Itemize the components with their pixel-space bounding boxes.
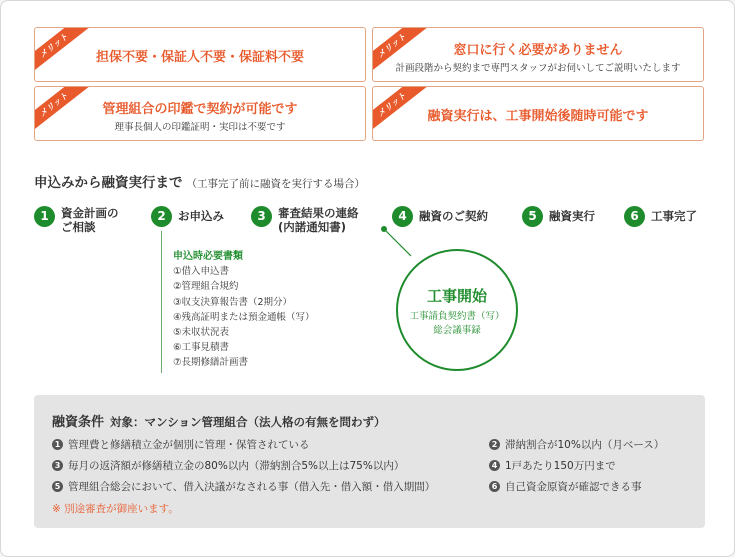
step-number: 6 xyxy=(624,206,645,227)
step-label: 融資実行 xyxy=(549,209,595,223)
step-label: 資金計画の ご相談 xyxy=(61,206,119,234)
step-3 xyxy=(251,206,359,234)
conditions-heading xyxy=(52,411,386,430)
merit-subtitle: 理事長個人の印鑑証明・実印は不要です xyxy=(114,122,286,133)
merit-ribbon: メリット xyxy=(372,86,428,135)
merit-ribbon: メリット xyxy=(34,86,90,135)
merit-card-seal xyxy=(34,86,366,141)
condition-item: 1 管理費と修繕積立金が個別に管理・保管されている xyxy=(52,437,310,452)
construction-start-circle xyxy=(396,249,518,371)
flow-heading xyxy=(34,171,365,191)
doc-item: ①借入申込書 xyxy=(173,266,230,278)
construction-start-title: 工事開始 xyxy=(426,287,487,305)
construction-start-doc: 工事請負契約書（写） xyxy=(409,311,505,322)
step-label: 審査結果の連絡 (内諾通知書) xyxy=(278,206,359,234)
merit-card-no-collateral xyxy=(34,27,366,82)
loan-conditions-panel xyxy=(34,395,705,528)
start-connector xyxy=(381,226,421,266)
merit-title: 管理組合の印鑑で契約が可能です xyxy=(102,102,298,117)
condition-item: 6 自己資金原資が確認できる事 xyxy=(489,479,642,494)
doc-item: ③収支決算報告書（2期分） xyxy=(173,296,293,308)
step-5 xyxy=(522,206,595,227)
flow-note: （工事完了前に融資を実行する場合） xyxy=(186,178,365,190)
step-6 xyxy=(624,206,697,227)
merit-ribbon: メリット xyxy=(34,27,90,76)
flow-title: 申込みから融資実行まで xyxy=(34,175,183,191)
docs-connector-line xyxy=(161,231,162,373)
condition-item: 2 滞納割合が10%以内（月ベース） xyxy=(489,437,664,452)
required-documents xyxy=(173,249,315,371)
condition-item: 4 1戸あたり150万円まで xyxy=(489,458,616,473)
merit-card-execution xyxy=(372,86,704,141)
merit-title: 担保不要・保証人不要・保証料不要 xyxy=(95,50,304,65)
condition-item: 5 管理組合総会において、借入決議がなされる事（借入先・借入額・借入期間） xyxy=(52,479,435,494)
merit-card-no-visit xyxy=(372,27,704,82)
conditions-title: 融資条件 xyxy=(52,415,105,430)
doc-item: ⑥工事見積書 xyxy=(173,342,230,354)
docs-title: 申込時必要書類 xyxy=(173,251,243,262)
step-number: 3 xyxy=(251,206,272,227)
step-label: お申込み xyxy=(178,209,224,223)
doc-item: ⑤未収状況表 xyxy=(173,327,230,339)
step-number: 5 xyxy=(522,206,543,227)
step-label: 工事完了 xyxy=(651,209,697,223)
step-4 xyxy=(392,206,488,227)
step-number: 1 xyxy=(34,206,55,227)
merit-title: 窓口に行く必要がありません xyxy=(453,43,623,58)
merit-subtitle: 計画段階から契約まで専門スタッフがお伺いしてご説明いたします xyxy=(395,63,681,74)
doc-item: ②管理組合規約 xyxy=(173,281,239,293)
step-number: 4 xyxy=(392,206,413,227)
doc-item: ④残高証明または預金通帳（写） xyxy=(173,311,315,323)
merit-ribbon: メリット xyxy=(372,27,428,76)
step-1 xyxy=(34,206,119,234)
conditions-footnote: ※ 別途審査が御座います。 xyxy=(52,503,179,515)
step-2 xyxy=(151,206,224,227)
construction-start-doc: 総会議事録 xyxy=(433,325,481,336)
doc-item: ⑦長期修繕計画書 xyxy=(173,357,249,369)
step-number: 2 xyxy=(151,206,172,227)
condition-item: 3 毎月の返済額が修繕積立金の80%以内（滞納割合5%以上は75%以内） xyxy=(52,458,404,473)
merit-title: 融資実行は、工事開始後随時可能です xyxy=(427,109,649,124)
conditions-target: 対象：マンション管理組合（法人格の有無を問わず） xyxy=(110,415,386,429)
step-label: 融資のご契約 xyxy=(419,209,488,223)
